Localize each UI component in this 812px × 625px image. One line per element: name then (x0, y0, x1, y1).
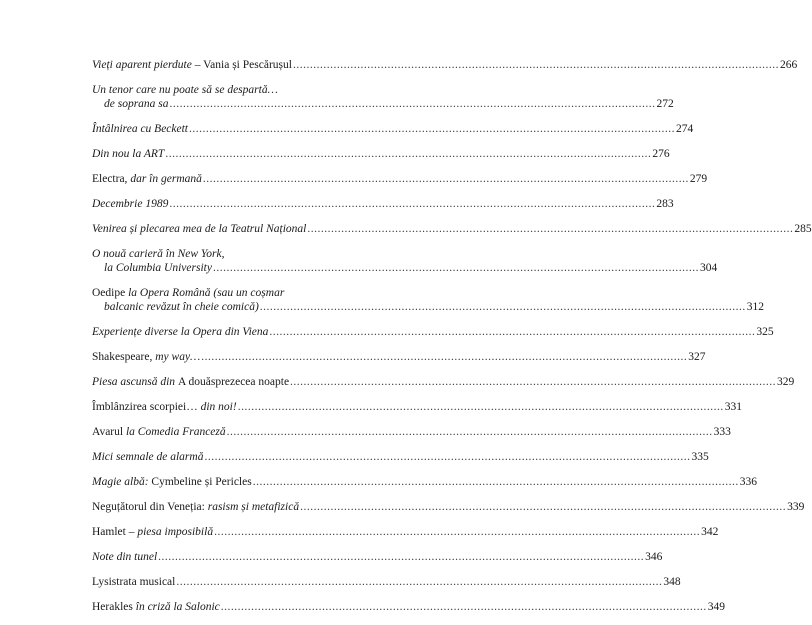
entry-title-part: piesa imposibilă (137, 526, 214, 538)
page-number: 266 (779, 59, 798, 71)
page-number: 333 (713, 426, 731, 438)
dot-leader (293, 58, 779, 72)
toc-entry[interactable] (92, 525, 719, 539)
entry-title-part: Piesa ascunsă din (92, 376, 178, 388)
toc-entry[interactable] (92, 222, 812, 236)
entry-title (92, 575, 175, 589)
toc-entry[interactable] (92, 83, 674, 111)
dot-leader (169, 197, 655, 211)
dot-leader (300, 500, 786, 514)
dot-leader (238, 400, 724, 414)
page-number: 342 (701, 526, 719, 538)
dot-leader (170, 97, 656, 111)
toc-entry[interactable] (92, 425, 731, 439)
entry-title-part: Herakles (92, 601, 136, 613)
entry-title (92, 286, 284, 300)
entry-title-part: în criză la Salonic (135, 601, 220, 613)
entry-title-part: Avarul (92, 426, 126, 438)
page-number: 272 (656, 98, 674, 110)
entry-title-part: O nouă carieră în New York, (92, 248, 225, 260)
entry-title-part: Decembrie 1989 (92, 198, 169, 210)
entry-title (104, 300, 259, 314)
entry-title (92, 400, 237, 414)
entry-title (92, 83, 278, 97)
entry-title-part: Shakespeare, (92, 351, 156, 363)
dot-leader (227, 425, 713, 439)
entry-title (92, 58, 292, 72)
entry-title (92, 147, 164, 161)
page-number: 304 (699, 262, 718, 274)
entry-title-part: rasism și metafizică (207, 501, 300, 513)
entry-title-part: din noi! (200, 401, 237, 413)
entry-title (92, 550, 157, 564)
entry-title-part: la Opera Română (sau un coșmar (128, 287, 285, 299)
toc-entry[interactable] (92, 600, 726, 614)
toc-entry[interactable] (92, 286, 765, 314)
page-number: 325 (756, 326, 774, 338)
entry-title (92, 525, 213, 539)
entry-title (92, 500, 299, 514)
entry-title (92, 450, 203, 464)
toc-entry[interactable] (92, 58, 798, 72)
entry-title-part: de soprana sa (104, 98, 169, 110)
page-number: 336 (739, 476, 757, 488)
page-number: 285 (794, 223, 812, 235)
entry-title-part: Cymbeline și Pericles (151, 476, 252, 488)
dot-leader (189, 122, 675, 136)
entry-title (92, 122, 188, 136)
entry-title-part: Venirea și plecarea mea de la Teatrul Național (92, 223, 307, 235)
entry-title-part: Hamlet – (92, 526, 138, 538)
dot-leader (213, 261, 699, 275)
entry-title (92, 600, 220, 614)
dot-leader (158, 550, 644, 564)
entry-title (92, 247, 224, 261)
entry-title (104, 97, 169, 111)
entry-title-part: A douăsprezecea noapte (177, 376, 290, 388)
page-number: 331 (724, 401, 742, 413)
toc-entry[interactable] (92, 575, 681, 589)
entry-title-part: balcanic revăzut în cheie comică) (104, 301, 259, 313)
entry-title (92, 375, 289, 389)
toc-entry[interactable] (92, 197, 674, 211)
dot-leader (214, 525, 700, 539)
entry-title-part: Din nou la ART (92, 148, 165, 160)
toc-entry[interactable] (92, 475, 757, 489)
page-number: 348 (663, 576, 681, 588)
entry-title-part: Un tenor care nu poate să se despartă… (92, 84, 278, 96)
entry-title-part: Întâlnirea cu Beckett (92, 123, 189, 135)
dot-leader (203, 172, 689, 186)
page-number: 283 (656, 198, 674, 210)
entry-title-part: – Vania și Pescărușul (191, 59, 292, 71)
dot-leader (269, 325, 755, 339)
toc-entry[interactable] (92, 550, 663, 564)
entry-title-part: Experiențe diverse la Opera din Viena (92, 326, 269, 338)
toc-entry[interactable] (92, 122, 694, 136)
page-number: 312 (746, 301, 765, 313)
entry-title (92, 197, 168, 211)
entry-title (92, 172, 202, 186)
entry-title (92, 325, 268, 339)
dot-leader (201, 350, 687, 364)
dot-leader (290, 375, 776, 389)
toc-entry[interactable] (92, 147, 670, 161)
page-number: 279 (689, 173, 708, 185)
dot-leader (260, 300, 746, 314)
entry-title (92, 350, 200, 364)
toc-entry[interactable] (92, 450, 709, 464)
toc-entry[interactable] (92, 172, 708, 186)
page-number: 329 (777, 376, 795, 388)
toc-entry[interactable] (92, 247, 718, 275)
dot-leader (253, 475, 739, 489)
dot-leader (176, 575, 662, 589)
entry-title-part: Neguțătorul din Veneția: (92, 501, 208, 513)
toc-entry[interactable] (92, 500, 805, 514)
entry-title (92, 425, 226, 439)
table-of-contents (92, 58, 812, 625)
dot-leader (204, 450, 690, 464)
dot-leader (307, 222, 793, 236)
toc-entry[interactable] (92, 350, 706, 364)
page-number: 349 (707, 601, 726, 613)
dot-leader (165, 147, 651, 161)
entry-title-part: Note din tunel (92, 551, 158, 563)
page-number: 335 (691, 451, 709, 463)
entry-title-part: Lysistrata musical (92, 576, 176, 588)
entry-title-part: my way… (155, 351, 201, 363)
entry-title-part: la Columbia University (104, 262, 212, 274)
entry-title (104, 261, 212, 275)
entry-title (92, 475, 252, 489)
page-number: 276 (652, 148, 670, 160)
toc-entry[interactable] (92, 400, 742, 414)
page-number: 339 (787, 501, 805, 513)
entry-title-part: dar în germană (130, 173, 202, 185)
entry-title-part: Vieți aparent pierdute (92, 59, 192, 71)
toc-entry[interactable] (92, 325, 774, 339)
toc-entry[interactable] (92, 375, 795, 389)
entry-title-part: Îmblânzirea scorpiei… (92, 401, 201, 413)
entry-title (92, 222, 306, 236)
page-number: 327 (688, 351, 706, 363)
dot-leader (221, 600, 707, 614)
entry-title-part: Magie albă: (92, 476, 152, 488)
entry-title-part: Electra, (92, 173, 131, 185)
page-number: 346 (645, 551, 663, 563)
entry-title-part: Oedipe (92, 287, 129, 299)
page-number: 274 (676, 123, 694, 135)
entry-title-part: la Comedia Franceză (125, 426, 226, 438)
entry-title-part: Mici semnale de alarmă (92, 451, 204, 463)
